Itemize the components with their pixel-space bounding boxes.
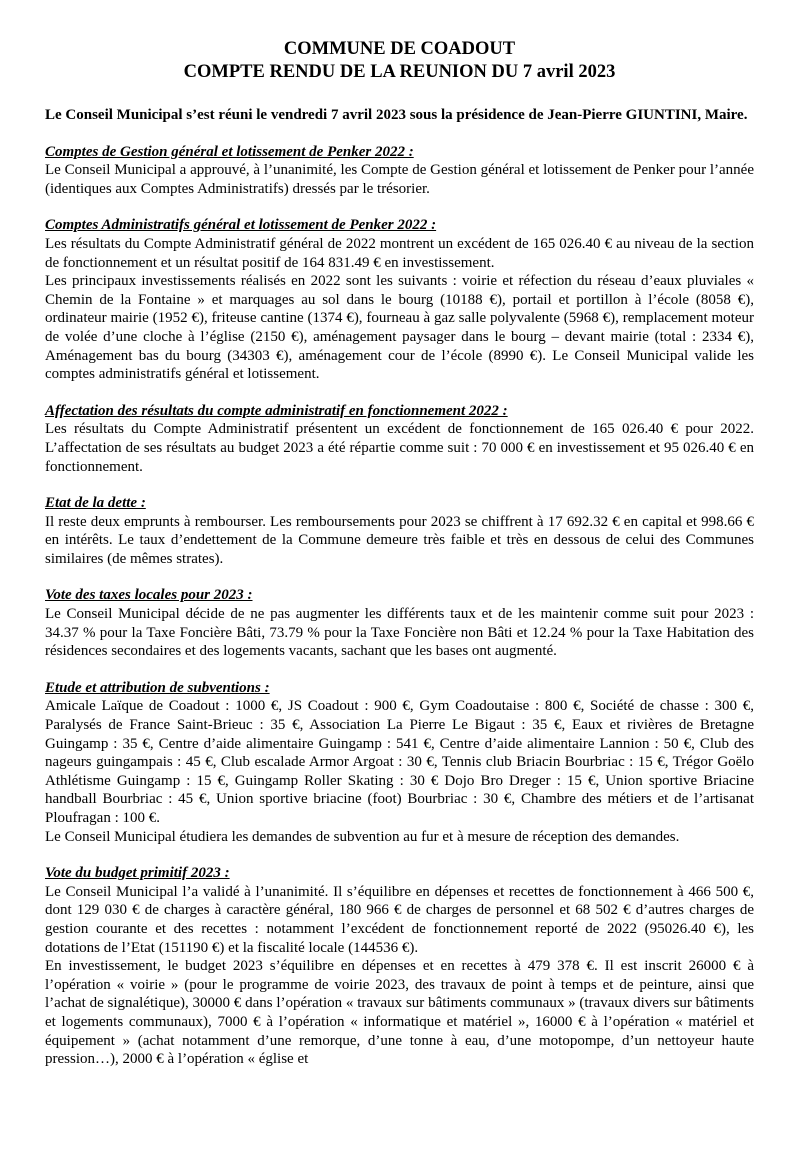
section-paragraph: Le Conseil Municipal étudiera les demandes de subvention au fur et à mesure de réception des demandes. bbox=[45, 828, 680, 845]
section-paragraph: Le Conseil Municipal l’a validé à l’unanimité. Il s’équilibre en dépenses et recettes de fonctionnement à 466 500 €, dont 129 030 € de charges à caractère général, 180 966 € de charges de personnel et 68 502 € d’autres charges de gestion courante et des recettes : notamment l’excédent de fonctionnement reporté de 2022 (95026.40 €), les dotations de l’Etat (151190 €) et la fiscalité locale (144536 €). bbox=[45, 883, 754, 956]
section-title: Comptes Administratifs général et lotissement de Penker 2022 : bbox=[45, 217, 437, 234]
section-paragraph: Il reste deux emprunts à rembourser. Les remboursements pour 2023 se chiffrent à 17 692.32 € en capital et 998.66 € en intérêts. Le taux d’endettement de la Commune demeure très faible et très en dessous de celui des Communes similaires (de mêmes strates). bbox=[45, 513, 754, 567]
section-affectation-resultats bbox=[45, 402, 754, 476]
section-title: Vote des taxes locales pour 2023 : bbox=[45, 587, 253, 604]
section-comptes-gestion bbox=[45, 143, 754, 199]
section-title: Etat de la dette : bbox=[45, 495, 146, 512]
section-budget-primitif bbox=[45, 864, 754, 1069]
section-comptes-administratifs bbox=[45, 216, 754, 383]
section-paragraph: Les résultats du Compte Administratif présentent un excédent de fonctionnement de 165 026.40 € pour 2022. L’affectation de ses résultats au budget 2023 a été répartie comme suit : 70 000 € en investissement et 95 026.40 € en fonctionnement. bbox=[45, 421, 754, 475]
section-title: Etude et attribution de subventions : bbox=[45, 679, 270, 696]
section-subventions bbox=[45, 679, 754, 846]
section-taxes-locales bbox=[45, 586, 754, 660]
section-paragraph: Les résultats du Compte Administratif général de 2022 montrent un excédent de 165 026.40 € au niveau de la section de fonctionnement et un résultat positif de 164 831.49 € en investissement. bbox=[45, 235, 754, 271]
section-title: Vote du budget primitif 2023 : bbox=[45, 865, 230, 882]
section-etat-dette bbox=[45, 494, 754, 568]
commune-name: COMMUNE DE COADOUT bbox=[283, 39, 516, 59]
document-page bbox=[45, 38, 754, 1069]
section-paragraph: Les principaux investissements réalisés en 2022 sont les suivants : voirie et réfection du réseau d’eaux pluviales « Chemin de la Fontaine » et marquages au sol dans le bourg (10188 €), portail et portillon à l’école (8058 €), ordinateur mairie (1952 €), friteuse cantine (1374 €), fourneau à gaz salle polyvalente (5968 €), remplacement moteur de volée d’une cloche à l’église (2150 €), aménagement paysager dans le bourg – devant mairie (total : 2334 €), Aménagement bas du bourg (34303 €), aménagement cour de l’école (8990 €). Le Conseil Municipal valide les comptes administratifs général et lotissement. bbox=[45, 273, 754, 383]
section-paragraph: Le Conseil Municipal décide de ne pas augmenter les différents taux et de les maintenir comme suit pour 2023 : 34.37 % pour la Taxe Foncière Bâti, 73.79 % pour la Taxe Foncière non Bâti et 12.24 % pour la Taxe Habitation des résidences secondaires et des logements vacants, sachant que les bases ont augmenté. bbox=[45, 606, 754, 660]
section-paragraph: Amicale Laïque de Coadout : 1000 €, JS Coadout : 900 €, Gym Coadoutaise : 800 €, Société de chasse : 300 €, Paralysés de France Saint-Brieuc : 35 €, Association La Pierre Le Bigaut : 35 €, Eaux et rivières de Bretagne Guingamp : 35 €, Centre d’aide alimentaire Guingamp : 541 €, Centre d’aide alimentaire Lannion : 50 €, Club des nageurs guingampais : 45 €, Club escalade Armor Argoat : 30 €, Tennis club Briacin Bourbriac : 15 €, Trégor Goëlo Athlétisme Guingamp : 15 €, Guingamp Roller Skating : 30 € Dojo Bro Dreger : 15 €, Union sportive Briacine handball Bourbriac : 45 €, Union sportive briacine (foot) Bourbriac : 30 €, Chambre des métiers et de l’artisanat Ploufragan : 100 €. bbox=[45, 698, 754, 826]
document-title: COMPTE RENDU DE LA REUNION DU 7 avril 2023 bbox=[183, 62, 616, 82]
section-title: Affectation des résultats du compte administratif en fonctionnement 2022 : bbox=[45, 402, 508, 419]
section-title: Comptes de Gestion général et lotissement de Penker 2022 : bbox=[45, 143, 414, 160]
section-paragraph: Le Conseil Municipal a approuvé, à l’unanimité, les Compte de Gestion général et lotissement de Penker pour l’année (identiques aux Comptes Administratifs) dressés par le trésorier. bbox=[45, 162, 754, 197]
intro-paragraph: Le Conseil Municipal s’est réuni le vendredi 7 avril 2023 sous la présidence de Jean-Pierre GIUNTINI, Maire. bbox=[45, 107, 748, 123]
section-paragraph: En investissement, le budget 2023 s’équilibre en dépenses et en recettes à 479 378 €. Il est inscrit 26000 € à l’opération « voirie » (pour le programme de voirie 2023, des travaux de point à temps et de peinture, ainsi que l’achat de signalétique), 30000 € dans l’opération « travaux sur bâtiments communaux » (travaux divers sur bâtiments et logements communaux), 7000 € à l’opération « informatique et matériel », 16000 € à l’opération « matériel et équipement » (achat notamment d’une remorque, d’une tonne à eau, d’une motopompe, d’un nettoyeur haute pression…), 2000 € à l’opération « église et bbox=[45, 958, 754, 1068]
